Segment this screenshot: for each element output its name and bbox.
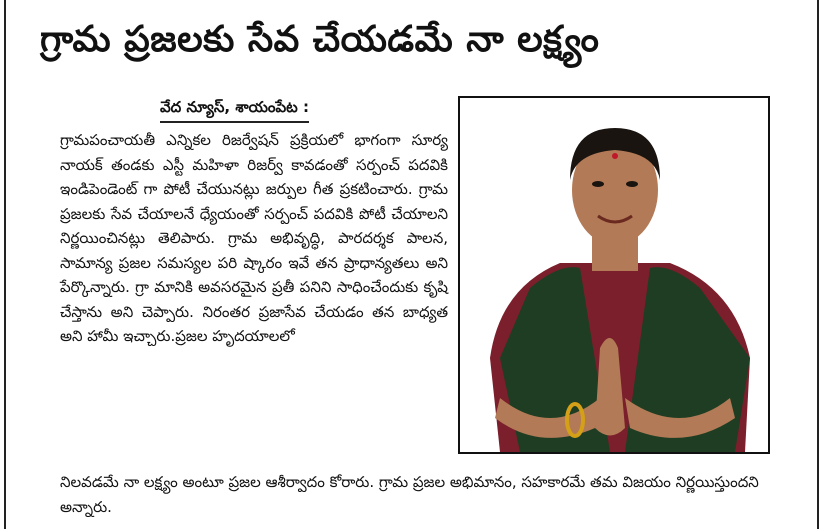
column-rule-left (4, 0, 6, 529)
candidate-photo (458, 96, 770, 454)
article-body-column: గ్రామపంచాయతీ ఎన్నికల రిజర్వేషన్ ప్రక్రియలో భాగంగా సూర్య నాయక్ తండకు ఎస్టీ మహిళా రిజర్వ్ కావడంతో సర్పంచ్ పదవికి ఇండిపెండెంట్ గా పోటీ చేయునట్లు జర్పుల గీత ప్రకటించారు. గ్రామ ప్రజలకు సేవ చేయాలనే ధ్యేయంతో సర్పంచ్ పదవికి పోటీ చేయాలని నిర్ణయించినట్లు తెలిపారు. గ్రామ అభివృద్ధి, పారదర్శక పాలన, సామాన్య ప్రజల సమస్యల పరి ష్కారం ఇవే తన ప్రాధాన్యతలు అని పేర్కొన్నారు. గ్రా మానికి అవసరమైన ప్రతీ పనిని సాధించేందుకు కృషి చేస్తాను అని చెప్పారు. నిరంతర ప్రజాసేవ చేయడం తన బాధ్యత అని హామీ ఇచ్చారు.ప్రజల హృదయాలలో (60, 131, 449, 345)
article-headline: గ్రామ ప్రజలకు సేవ చేయడమే నా లక్ష్యం (40, 19, 600, 60)
portrait-photo-icon (460, 98, 768, 452)
article-byline: వేద న్యూస్, శాయంపేట : (160, 98, 309, 123)
article-body-full-width: నిలవడమే నా లక్ష్యం అంటూ ప్రజల ఆశీర్వాదం కోరారు. గ్రామ ప్రజల అభిమానం, సహకారమే తమ విజయం నిర్ణయిస్తుందని అన్నారు. (60, 473, 759, 516)
column-rule-right (817, 0, 819, 529)
